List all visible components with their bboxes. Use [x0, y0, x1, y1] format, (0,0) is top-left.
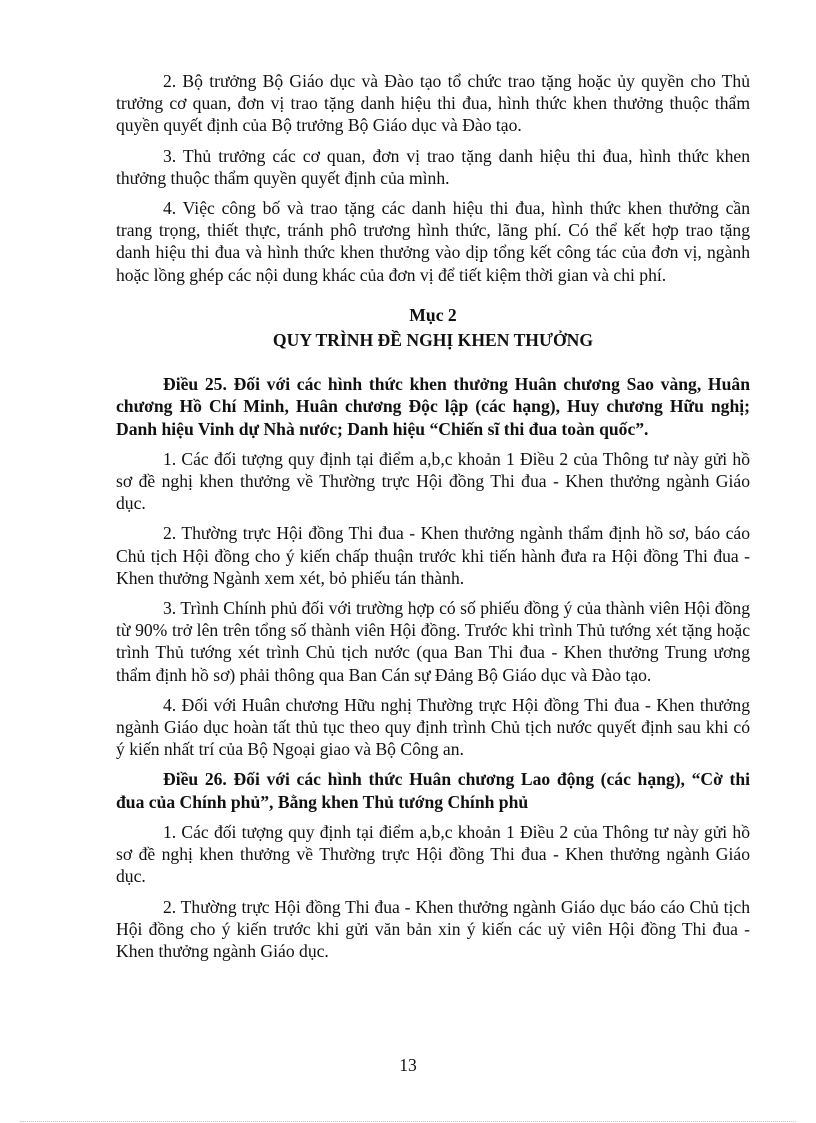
paragraph-khoan-3: 3. Thủ trưởng các cơ quan, đơn vị trao tặng danh hiệu thi đua, hình thức khen thưởng thuộc thẩm quyền quyết định của mình.: [116, 145, 750, 188]
paragraph-khoan-4: 4. Việc công bố và trao tặng các danh hiệu thi đua, hình thức khen thưởng cần trang trọng, thiết thực, tránh phô trương hình thức, lãng phí. Có thể kết hợp trao tặng danh hiệu thi đua và hình thức khen thưởng vào dịp tổng kết công tác của đơn vị, ngành hoặc lồng ghép các nội dung khác của đơn vị để tiết kiệm thời gian và chi phí.: [116, 198, 750, 285]
article-25-paragraph-4: 4. Đối với Huân chương Hữu nghị Thường trực Hội đồng Thi đua - Khen thưởng ngành Giáo dục hoàn tất thủ tục theo quy định trình Chủ tịch nước quyết định sau khi có ý kiến nhất trí của Bộ Ngoại giao và Bộ Công an.: [116, 694, 750, 760]
article-25-heading: Điều 25. Đối với các hình thức khen thưởng Huân chương Sao vàng, Huân chương Hồ Chí Minh, Huân chương Độc lập (các hạng), Huy chương Hữu nghị; Danh hiệu Vinh dự Nhà nước; Danh hiệu “Chiến sĩ thi đua toàn quốc”.: [116, 374, 750, 439]
article-26-paragraph-2: 2. Thường trực Hội đồng Thi đua - Khen thưởng ngành Giáo dục báo cáo Chủ tịch Hội đồng cho ý kiến trước khi gửi văn bản xin ý kiến các uỷ viên Hội đồng Thi đua - Khen thưởng ngành Giáo dục.: [116, 896, 750, 961]
article-26-heading: Điều 26. Đối với các hình thức Huân chương Lao động (các hạng), “Cờ thi đua của Chính phủ”, Bằng khen Thủ tướng Chính phủ: [116, 769, 750, 812]
section-heading: [116, 304, 750, 351]
article-25-paragraph-1: 1. Các đối tượng quy định tại điểm a,b,c khoản 1 Điều 2 của Thông tư này gửi hồ sơ đề nghị khen thưởng về Thường trực Hội đồng Thi đua - Khen thưởng ngành Giáo dục.: [116, 448, 750, 514]
article-25-paragraph-2: 2. Thường trực Hội đồng Thi đua - Khen thưởng ngành thẩm định hồ sơ, báo cáo Chủ tịch Hội đồng cho ý kiến chấp thuận trước khi tiến hành đưa ra Hội đồng Thi đua - Khen thưởng Ngành xem xét, bỏ phiếu tán thành.: [116, 523, 750, 588]
article-26: [116, 768, 750, 962]
section-title: QUY TRÌNH ĐỀ NGHỊ KHEN THƯỞNG: [272, 330, 594, 351]
paragraph-khoan-2: 2. Bộ trưởng Bộ Giáo dục và Đào tạo tổ chức trao tặng hoặc ủy quyền cho Thủ trưởng cơ quan, đơn vị trao tặng danh hiệu thi đua, hình thức khen thưởng thuộc thẩm quyền quyết định của Bộ trưởng Bộ Giáo dục và Đào tạo.: [116, 71, 750, 136]
page-number: 13: [399, 1055, 417, 1075]
article-25-paragraph-3: 3. Trình Chính phủ đối với trường hợp có số phiếu đồng ý của thành viên Hội đồng từ 90% trở lên trên tổng số thành viên Hội đồng. Trước khi trình Thủ tướng xét tặng hoặc trình Thủ tướng xét trình Chủ tịch nước (qua Ban Thi đua - Khen thưởng Trung ương thẩm định hồ sơ) phải thông qua Ban Cán sự Đảng Bộ Giáo dục và Đào tạo.: [116, 598, 750, 685]
article-25: [116, 373, 750, 760]
section-label: Mục 2: [409, 304, 457, 325]
document-page: [116, 70, 750, 970]
page-break-divider: [20, 1121, 796, 1122]
article-26-paragraph-1: 1. Các đối tượng quy định tại điểm a,b,c khoản 1 Điều 2 của Thông tư này gửi hồ sơ đề nghị khen thưởng về Thường trực Hội đồng Thi đua - Khen thưởng ngành Giáo dục.: [116, 821, 750, 887]
